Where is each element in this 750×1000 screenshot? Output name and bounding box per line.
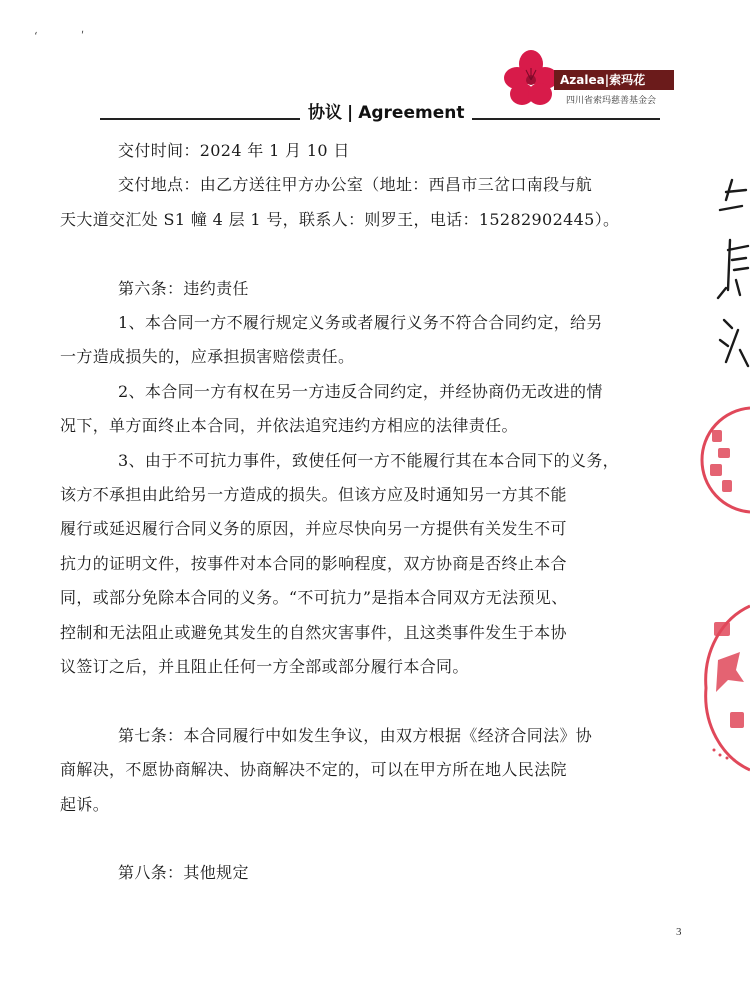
article-6-clause-2-line-2: 况下，单方面终止本合同，并依法追究违约方相应的法律责任。 [60,416,518,436]
delivery-place-line-2: 天大道交汇处 S1 幢 4 层 1 号，联系人：则罗王，电话：15282902445）。 [60,209,620,229]
logo-brand-banner: Azalea|索玛花 [554,70,674,90]
article-6-clause-3-line-5: 同，或部分免除本合同的义务。“不可抗力”是指本合同双方无法预见、 [60,588,568,608]
article-6-clause-1-line-1: 1、本合同一方不履行规定义务或者履行义务不符合合同约定，给另 [118,313,603,333]
azalea-flower-icon [500,48,562,110]
document-body [60,134,683,891]
article-6-title: 第六条：违约责任 [118,278,249,298]
blank-line [118,684,683,718]
page-number: 3 [676,926,682,938]
logo-brand-cn: 索玛花 [609,73,646,87]
blank-line [118,822,683,856]
article-7-line-1: 第七条：本合同履行中如发生争议，由双方根据《经济合同法》协 [118,725,593,745]
article-6-clause-2-line-1: 2、本合同一方有权在另一方违反合同约定，并经协商仍无改进的情 [118,381,603,401]
article-6-clause-3-line-4: 抗力的证明文件，按事件对本合同的影响程度，双方协商是否终止本合 [60,553,567,573]
article-6-clause-3-line-1: 3、由于不可抗力事件，致使任何一方不能履行其在本合同下的义务， [118,450,620,470]
header-title-en: Agreement [358,103,465,123]
article-8-title: 第八条：其他规定 [118,863,249,883]
blank-line [118,237,683,271]
article-6-clause-3-line-6: 控制和无法阻止或避免其发生的自然灾害事件，且这类事件发生于本协 [60,622,567,642]
delivery-place-line-1: 交付地点：由乙方送往甲方办公室（地址：西昌市三岔口南段与航 [118,175,593,195]
scan-marks: ʻ ʹ [34,30,105,43]
article-6-clause-1-line-2: 一方造成损失的，应承担损害赔偿责任。 [60,347,355,367]
handwritten-signature [712,170,750,370]
article-6-clause-3-line-3: 履行或延迟履行合同义务的原因，并应尽快向另一方提供有关发生不可 [60,519,567,539]
red-seal-stamp [698,400,750,520]
delivery-time: 交付时间：2024 年 1 月 10 日 [118,141,350,160]
logo-subtitle: 四川省索玛慈善基金会 [566,96,657,106]
logo-brand-en: Azalea [560,73,605,87]
article-7-line-3: 起诉。 [60,794,110,814]
article-6-clause-3-line-7: 议签订之后，并且阻止任何一方全部或部分履行本合同。 [60,657,469,677]
article-7-line-2: 商解决，不愿协商解决、协商解决不定的，可以在甲方所在地人民法院 [60,760,567,780]
header-title-cn: 协议 [308,103,342,123]
header-separator: | [347,103,354,123]
article-6-clause-3-line-2: 该方不承担由此给另一方造成的损失。但该方应及时通知另一方其不能 [60,485,567,505]
foundation-logo [500,48,675,110]
header-title [300,98,472,123]
red-seal-stamp-2 [700,600,750,775]
